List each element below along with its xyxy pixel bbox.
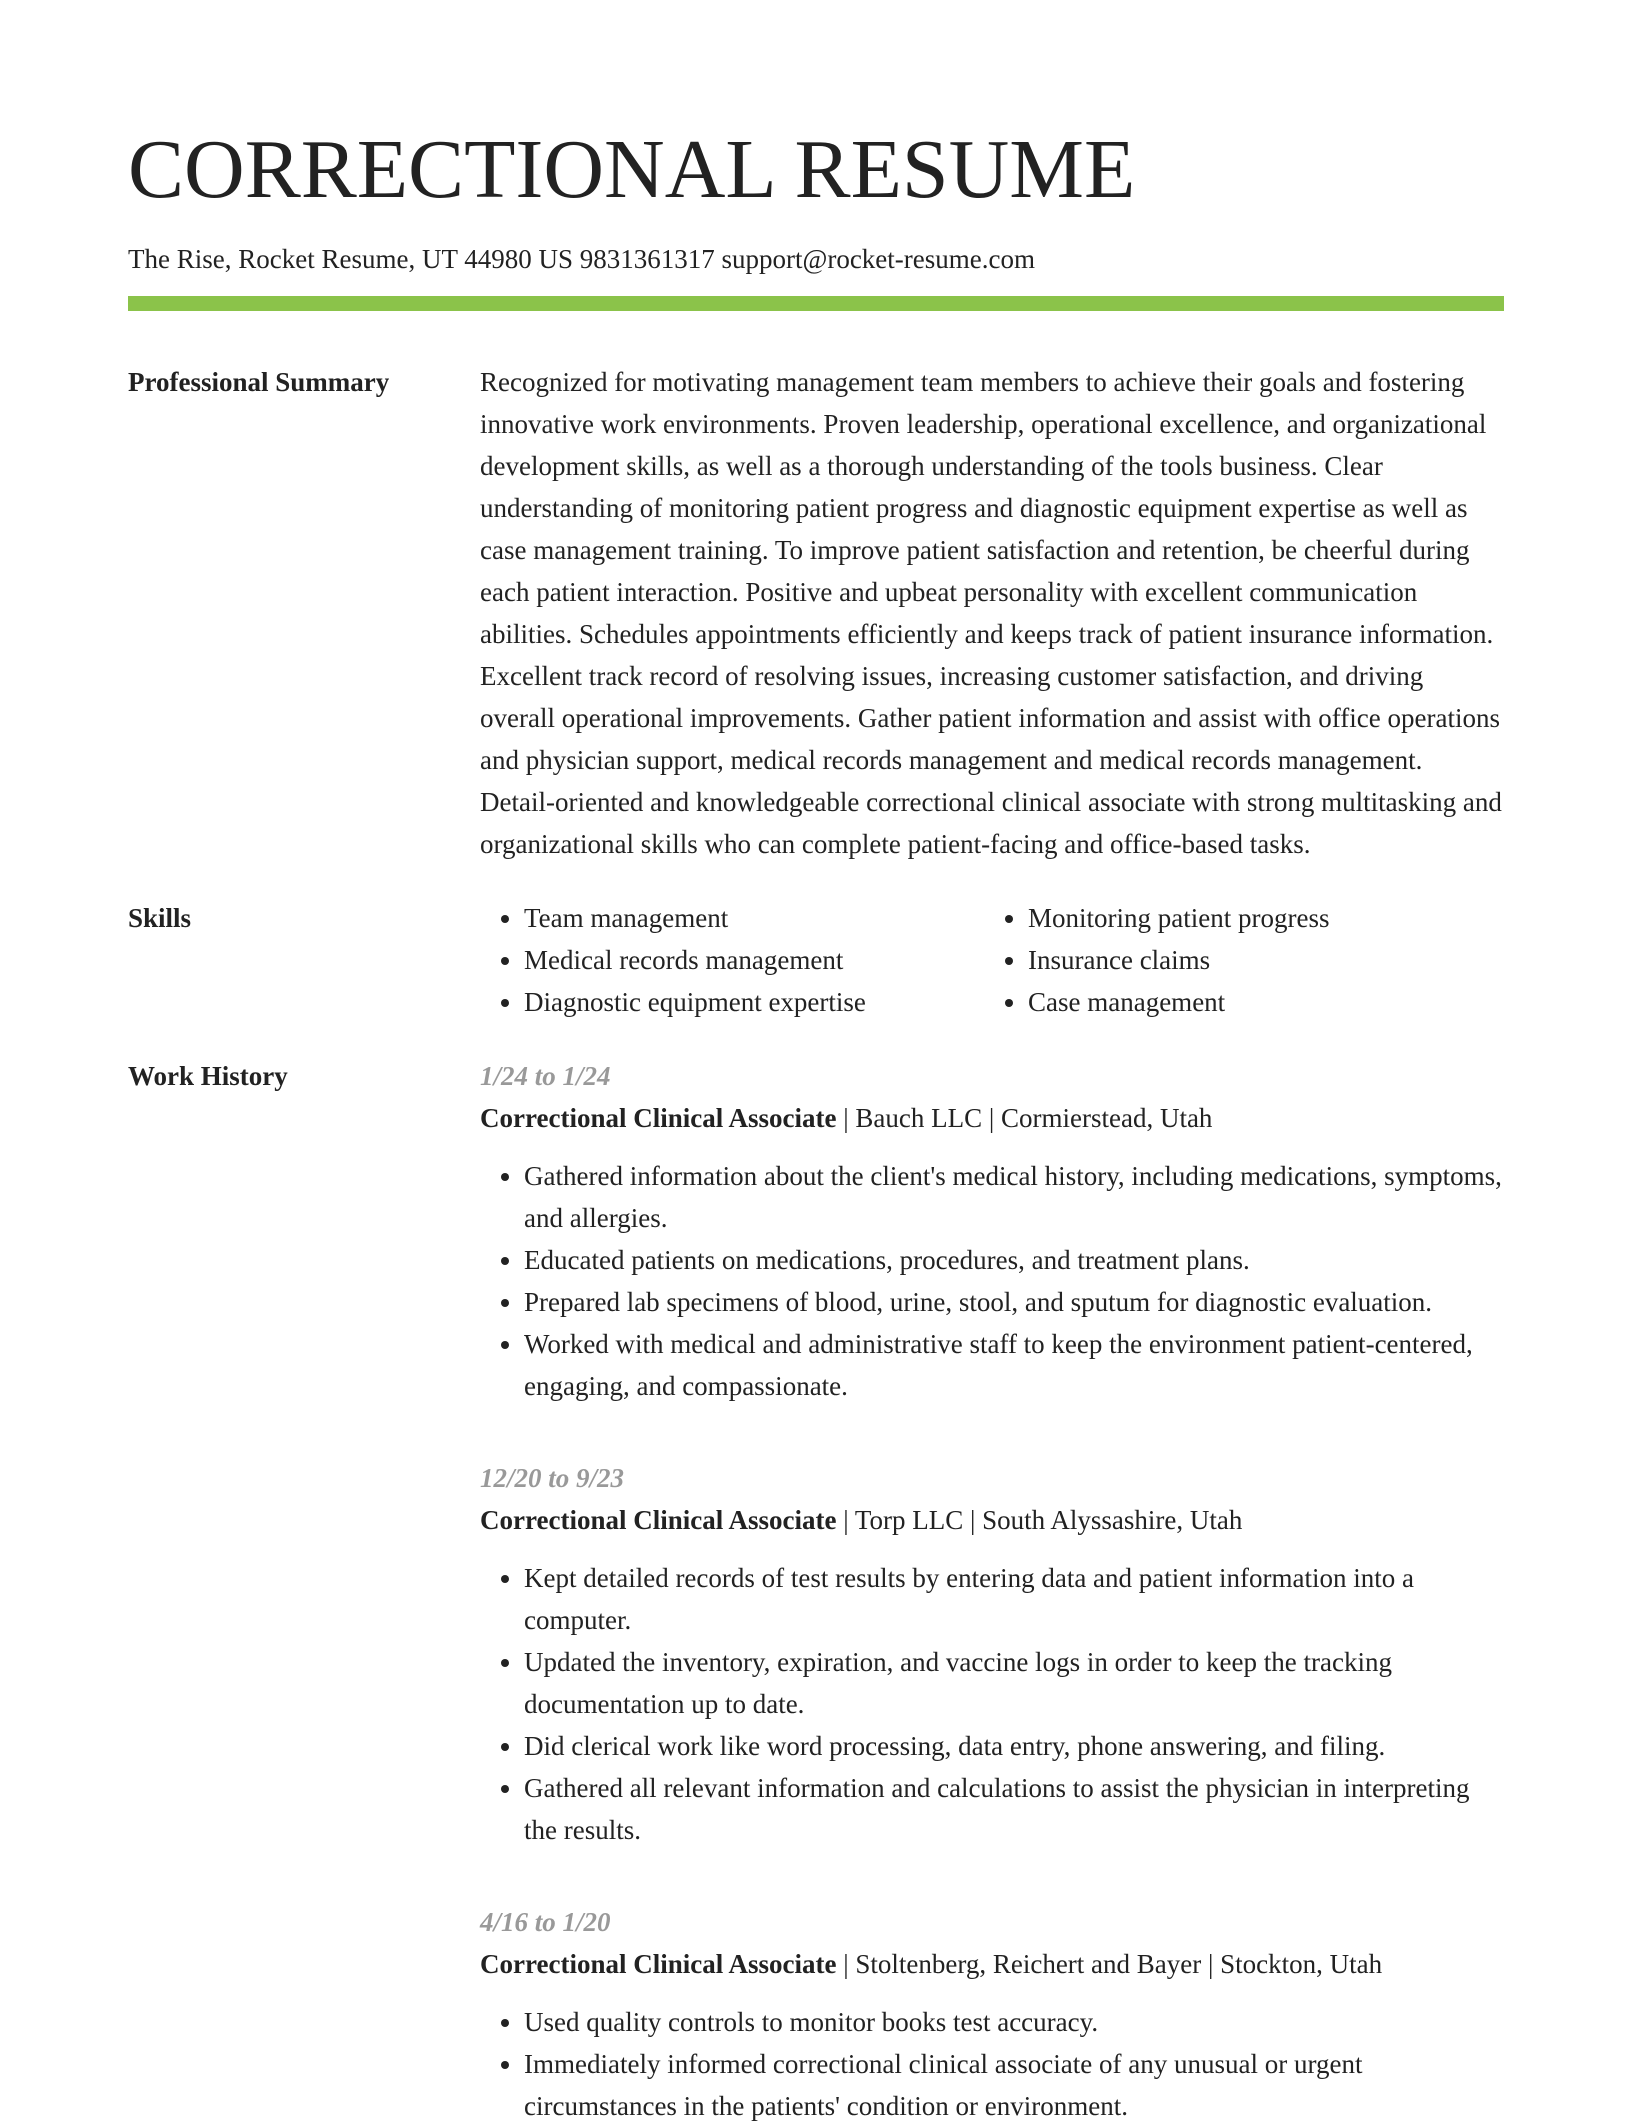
job-dates: 1/24 to 1/24 — [480, 1061, 611, 1091]
job-bullet: • Gathered all relevant information and calculations to assist the physician in interpreting the results. — [524, 1767, 1504, 1851]
job-details: | Bauch LLC | Cormierstead, Utah — [836, 1103, 1213, 1133]
section-title: Professional Summary — [128, 367, 390, 397]
job-bullets — [480, 2001, 1504, 2127]
job-entry — [480, 1055, 1504, 1407]
job-bullet: • Educated patients on medications, procedures, and treatment plans. — [524, 1239, 1504, 1281]
resume-page — [128, 0, 1504, 2127]
job-title: Correctional Clinical Associate — [480, 1505, 837, 1535]
job-heading — [480, 1499, 1504, 1541]
skill-item: • Monitoring patient progress — [1028, 897, 1488, 939]
job-entry — [480, 1457, 1504, 1851]
job-bullet: • Kept detailed records of test results by entering data and patient information into a computer. — [524, 1557, 1504, 1641]
skill-item: • Diagnostic equipment expertise — [524, 981, 984, 1023]
job-bullet: • Used quality controls to monitor books test accuracy. — [524, 2001, 1504, 2043]
job-dates: 12/20 to 9/23 — [480, 1463, 625, 1493]
job-entry — [480, 1901, 1504, 2127]
work-list — [480, 1055, 1504, 2127]
job-title: Correctional Clinical Associate — [480, 1949, 837, 1979]
summary-text: Recognized for motivating management team members to achieve their goals and fostering innovative work environments. Proven leadership, operational excellence, and organizational development skills, as well as a thorough understanding of the tools business. Clear understanding of monitoring patient progress and diagnostic equipment expertise as well as case management training. To improve patient satisfaction and retention, be cheerful during each patient interaction. Positive and upbeat personality with excellent communication abilities. Schedules appointments efficiently and keeps track of patient insurance information. Excellent track record of resolving issues, increasing customer satisfaction, and driving overall operational improvements. Gather patient information and assist with office operations and physician support, medical records management and medical records management. Detail-oriented and knowledgeable correctional clinical associate with strong multitasking and organizational skills who can complete patient-facing and office-based tasks. — [480, 367, 1502, 859]
skill-item: • Insurance claims — [1028, 939, 1488, 981]
job-bullet: • Gathered information about the client's medical history, including medications, symptoms, and allergies. — [524, 1155, 1504, 1239]
job-bullets — [480, 1155, 1504, 1407]
section-work-history — [128, 1055, 1504, 2127]
job-dates: 4/16 to 1/20 — [480, 1907, 611, 1937]
job-heading — [480, 1943, 1504, 1985]
section-skills — [128, 897, 1504, 1023]
job-bullet: • Immediately informed correctional clinical associate of any unusual or urgent circumstances in the patients' condition or environment. — [524, 2043, 1504, 2127]
skills-list — [480, 897, 1504, 1023]
job-details: | Torp LLC | South Alyssashire, Utah — [836, 1505, 1243, 1535]
skill-item: • Medical records management — [524, 939, 984, 981]
section-title: Work History — [128, 1061, 288, 1091]
skill-item: • Team management — [524, 897, 984, 939]
section-title: Skills — [128, 903, 192, 933]
job-bullet: • Worked with medical and administrative staff to keep the environment patient-centered, engaging, and compassionate. — [524, 1323, 1504, 1407]
skills-column-1 — [480, 897, 984, 1023]
job-details: | Stoltenberg, Reichert and Bayer | Stockton, Utah — [836, 1949, 1383, 1979]
skills-column-2 — [984, 897, 1488, 1023]
job-title: Correctional Clinical Associate — [480, 1103, 837, 1133]
job-bullet: • Did clerical work like word processing, data entry, phone answering, and filing. — [524, 1725, 1504, 1767]
skill-item: • Case management — [1028, 981, 1488, 1023]
contact-line: The Rise, Rocket Resume, UT 44980 US 9831361317 support@rocket-resume.com — [128, 244, 1035, 274]
job-bullet: • Prepared lab specimens of blood, urine, stool, and sputum for diagnostic evaluation. — [524, 1281, 1504, 1323]
accent-rule — [128, 296, 1504, 311]
job-bullet: • Updated the inventory, expiration, and vaccine logs in order to keep the tracking documentation up to date. — [524, 1641, 1504, 1725]
resume-name: CORRECTIONAL RESUME — [128, 123, 1136, 216]
job-bullets — [480, 1557, 1504, 1851]
section-professional-summary — [128, 361, 1504, 865]
job-heading — [480, 1097, 1504, 1139]
